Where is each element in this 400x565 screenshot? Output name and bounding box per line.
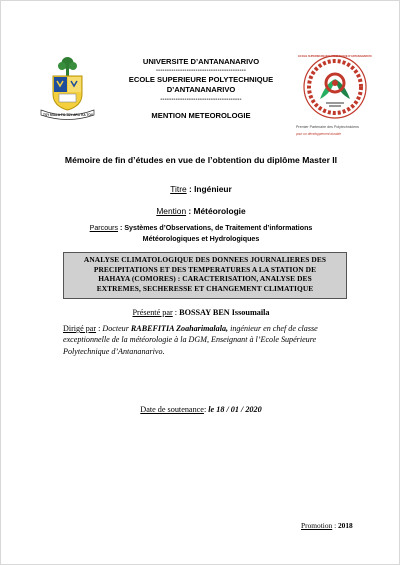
supervisor-role-1: ingénieur en chef de classe [228, 324, 318, 333]
soutenance-date: le 18 / 01 / 2020 [208, 405, 262, 414]
supervisor-title: Docteur [102, 324, 131, 333]
thesis-title [64, 253, 346, 293]
parcours-line1: : Systèmes d’Observations, de Traitement d’informations [118, 224, 313, 232]
thesis-title-line3: HAHAYA (COMORES) : CARACTERISATION, ANALYSE DES [98, 274, 312, 284]
soutenance-line [91, 405, 311, 414]
soutenance-separator: : [203, 405, 209, 414]
dirige-separator: : [96, 324, 103, 333]
dirige-label: Dirigé par [63, 324, 97, 333]
titre-value: : Ingénieur [186, 184, 232, 194]
promotion-separator: : [332, 521, 338, 530]
thesis-title-box [63, 252, 347, 299]
promotion-label: Promotion [301, 521, 333, 530]
memoire-line: Mémoire de fin d’études en vue de l’obtention du diplôme Master II [64, 155, 338, 165]
promotion-line [301, 521, 381, 530]
thesis-title-line2: PRECIPITATIONS ET DES TEMPERATURES A LA STATION DE [93, 264, 317, 274]
thesis-title-line4: EXTREMES, SECHERESSE ET CHANGEMENT CLIMATIQUE [96, 283, 314, 293]
university-name: UNIVERSITE D’ANTANANARIVO [142, 57, 260, 66]
logo-motto: TSY MIALA FO TSY ARO KA TOY [43, 113, 93, 117]
presente-line [81, 308, 321, 317]
parcours-line2: Météorologiques et Hydrologiques [142, 234, 260, 243]
supervisor-role-3: Polytechnique d’Antananarivo. [63, 346, 165, 356]
supervisor-name: RABEFITIA Zoaharimalala, [130, 324, 229, 333]
promotion-year: 2018 [337, 521, 353, 530]
soutenance-label: Date de soutenance [140, 405, 204, 414]
mention-line [101, 206, 301, 216]
presente-label: Présenté par [132, 308, 173, 317]
logo-caption-2: pour un développement durable [296, 132, 342, 136]
school-name-line1: ECOLE SUPERIEURE POLYTECHNIQUE [128, 75, 274, 84]
mention-label: Mention [156, 206, 187, 216]
dirige-block [63, 323, 363, 357]
logo-ring-text: ECOLE SUPERIEURE POLYTECHNIQUE D'ANTANANARIVO [298, 55, 372, 58]
logo-caption-1: Premier Partenaire des Polytechniciens [296, 125, 359, 129]
supervisor-role-2: exceptionnelle de la météorologie à la DGM, Enseignant à l’Ecole Supérieure [63, 335, 317, 345]
author-name: BOSSAY BEN Issoumaïla [179, 308, 270, 317]
titre-label: Titre [170, 184, 187, 194]
parcours-block [41, 223, 361, 244]
espa-logo [296, 53, 374, 145]
thesis-title-line1: ANALYSE CLIMATOLOGIQUE DES DONNEES JOURNALIERES DES [83, 255, 327, 264]
parcours-label: Parcours [89, 224, 119, 232]
mention-value: : Météorologie [186, 206, 246, 216]
titre-line [101, 184, 301, 194]
school-name-line2: D’ANTANANARIVO [166, 85, 236, 94]
mention-header: MENTION METEOROLOGIE [151, 111, 251, 120]
university-logo [37, 54, 99, 124]
header-separator: ----------------------------------------- [155, 68, 247, 74]
header-separator-2: ------------------------------------- [160, 97, 242, 103]
presente-separator: : [172, 308, 180, 317]
